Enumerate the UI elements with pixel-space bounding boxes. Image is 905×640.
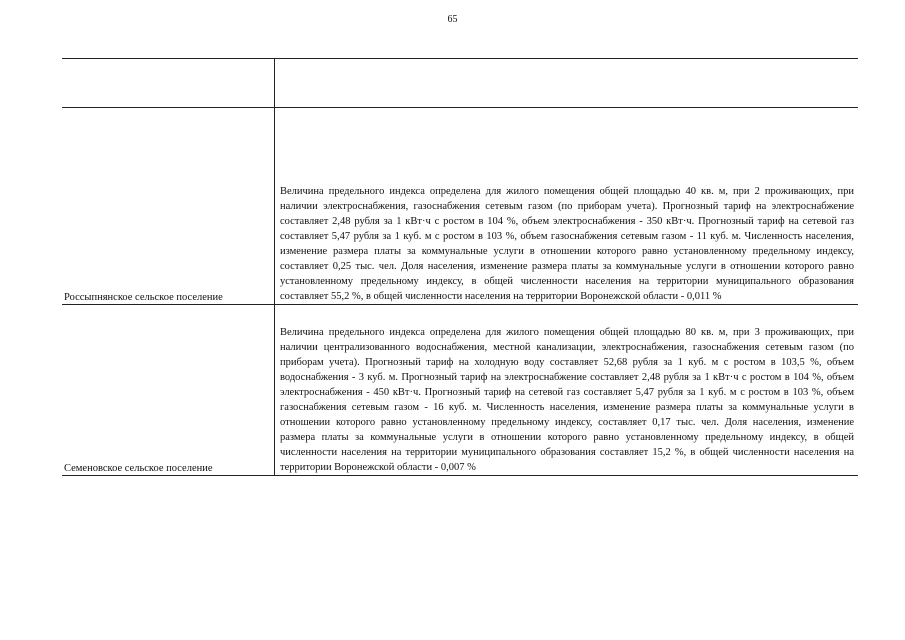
- description-text: Величина предельного индекса определена для жилого помещения общей площадью 80 кв. м, при 3 проживающих, при наличии централизованного водоснабжения, местной канализации, электроснабжения, газоснабжения сетевым газом (по приборам учета). Прогнозный тариф на холодную воду составляет 52,68 рубля за 1 куб. м с ростом в 103,5 %, объем водоснабжения - 3 куб. м. Прогнозный тариф на электроснабжение составляет 2,48 рубля за 1 кВт·ч с ростом в 104 %, объем электроснабжения - 450 кВт·ч. Прогнозный тариф на сетевой газ составляет 5,47 рубля за 1 куб. м с ростом в 103 %, объем газоснабжения сетевым газом - 16 куб. м. Численность населения, изменение размера платы за коммунальные услуги в отношении которого равно установленному предельному индексу, составляет 0,17 тыс. чел. Доля населения, изменение размера платы за коммунальные услуги в отношении которого равно установленному предельному индексу, в общей численности населения на территории муниципального образования составляет 15,2 %, в общей численности населения на территории Воронежской области - 0,007 %: [280, 327, 854, 473]
- page-number: 65: [447, 14, 458, 25]
- description-text: Величина предельного индекса определена для жилого помещения общей площадью 40 кв. м, при 2 проживающих, при наличии электроснабжения, газоснабжения сетевым газом (по приборам учета). Прогнозный тариф на электроснабжение составляет 2,48 рубля за 1 кВт·ч с ростом в 104 %, объем электроснабжения - 350 кВт·ч. Прогнозный тариф на сетевой газ составляет 5,47 рубля за 1 куб. м с ростом в 103 %, объем газоснабжения сетевым газом - 11 куб. м. Численность населения, изменение размера платы за коммунальные услуги в отношении которого равно установленному предельному индексу, составляет 0,25 тыс. чел. Доля населения, изменение размера платы за коммунальные услуги в отношении которого равно установленному предельному индексу, в общей численности населения на территории муниципального образования составляет 55,2 %, в общей численности населения на территории Воронежской области - 0,011 %: [280, 186, 854, 302]
- description-cell: [275, 59, 858, 107]
- description-cell: [275, 305, 858, 475]
- table-row: [62, 108, 858, 305]
- settlement-name: Россыпнянское сельское поселение: [64, 292, 223, 303]
- settlement-name: Семеновское сельское поселение: [64, 463, 213, 474]
- settlement-name-cell: [62, 59, 275, 107]
- table-row: [62, 305, 858, 476]
- description-cell: [275, 108, 858, 304]
- settlement-name-cell: [62, 108, 275, 304]
- settlement-name-cell: [62, 305, 275, 475]
- settlement-table: [62, 58, 858, 476]
- table-row-empty: [62, 59, 858, 108]
